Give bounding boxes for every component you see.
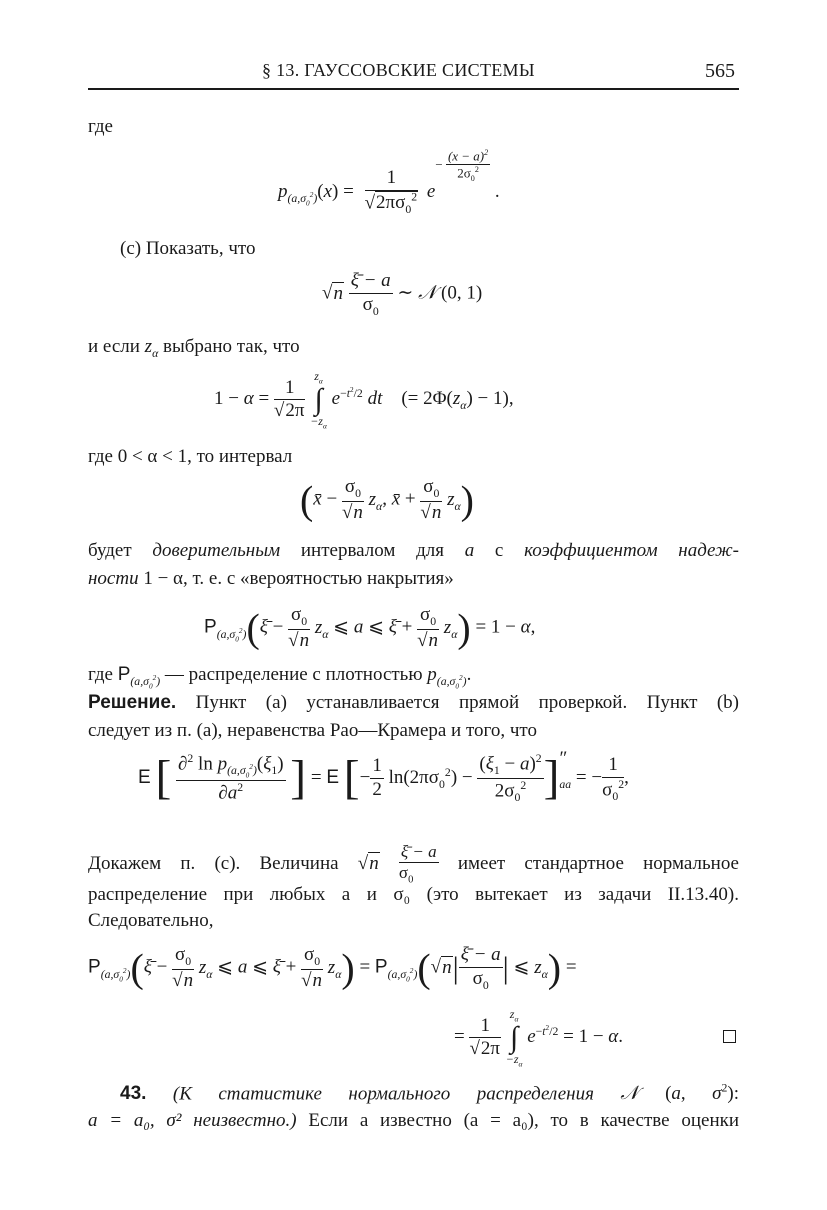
text-proof-c-line-3: Следовательно,	[88, 910, 214, 931]
text-where-alpha: где 0 < α < 1, то интервал	[88, 446, 293, 467]
formula-proof-chain-2: = $\frac{1}{√2\pi}$ $z_\alpha$ ∫ $-z_\alpha$ $e^{-t^2/2} = 1 - \alpha$.	[454, 1007, 624, 1069]
t-coverage: 1 − α, т. е. с «вероятностью накрытия»	[143, 568, 454, 589]
problem-43-c: Если a известно (a = a₀), то в качестве оценки	[308, 1110, 740, 1131]
formula-standardized: √n $\frac{\xī - a}{\sigma_0}$ ∼ 𝒩 (0, 1)	[322, 270, 483, 318]
t-s: с	[494, 540, 504, 561]
t-dokazhem: Докажем п. (c). Величина	[88, 853, 339, 875]
text-confidence-line-1: будет доверительным интервалом для a с коэффициентом надеж-	[88, 540, 739, 561]
text-solution-line-1	[88, 692, 739, 714]
text-proof-c-line-1: Докажем п. (c). Величина √n $\frac{\xī - a}{\sigma_0}$ имеет стандартное нормальное	[88, 842, 739, 886]
text-solution-line-2: следует из п. (a), неравенства Рао—Крамера и того, что	[88, 720, 537, 741]
text-where-1: где	[88, 116, 113, 137]
t-imeet: имеет стандартное нормальное	[457, 853, 739, 875]
solution-text: Пункт (a) устанавливается прямой проверкой. Пункт (b)	[195, 692, 740, 713]
text-problem-43-line-2	[88, 1110, 739, 1132]
text-if-z-alpha-b: выбрано так, что	[163, 336, 300, 357]
problem-43-b: a = a₀, σ² неизвестно.)	[88, 1110, 297, 1131]
formula-coverage-probability: $P_{(a,\sigma_0^2)}(\xī$ − $\frac{\sigma_0}{√n}$ $z_\alpha$ ⩽ a ⩽ ξ̄ + $\frac{\sigma_0}{√n}$ $z_\alpha) = 1 - \alpha$,	[204, 604, 536, 651]
formula-interval: (x̄ − $\frac{\sigma_0}{√n}$ $z_\alpha$, x̄ + $\frac{\sigma_0}{√n}$ $z_\alpha$)	[300, 476, 474, 523]
t-budet: будет	[88, 540, 132, 561]
formula-proof-chain-1: $P_{(a,\sigma_0^2)}(\xī$ − $\frac{\sigma_0}{√n}$ $z_\alpha$ ⩽ a ⩽ ξ̄ + $\frac{\sigma_0}{√n}$ $z_\alpha) = P_{(a,\sigma_0^2)}(√n|$ $\frac{\xī - a}{\sigma_0}$ | ⩽ $z_\alpha$) =	[88, 944, 577, 992]
formula-density: $p_{(a,\sigma_0^2)}(x)$ = $\frac{1}{√2\pi\sigma_0^2}$ e− $\frac{(x - a)^2}{2\sigma_0^2}$ .	[278, 148, 500, 217]
solution-label: Решение.	[88, 692, 177, 713]
running-title: § 13. ГАУССОВСКИЕ СИСТЕМЫ	[262, 60, 535, 80]
problem-43-number: 43.	[120, 1083, 147, 1105]
text-item-c: (c) Показать, что	[120, 238, 256, 259]
text-where-P: где $P_{(a,\sigma_0^2)}$ — распределение с плотностью $p_{(a,\sigma_0^2)}$.	[88, 664, 472, 691]
text-proof-c-line-2: распределение при любых a и σ₀ (это вытекает из задачи II.13.40).	[88, 884, 739, 905]
formula-confidence-level: 1 − α = $\frac{1}{√2\pi}$ $z_\alpha$ ∫ $-z_\alpha$ $e^{-t^2/2}$ dt (= $2\Phi(z_\alpha) - 1$),	[214, 369, 514, 431]
t-koeff: коэффициентом надеж-	[524, 540, 739, 561]
t-nosti: ности	[88, 568, 139, 589]
text-if-z-alpha: и если $z_\alpha$ выбрано так, что	[88, 336, 300, 360]
qed-box	[723, 1030, 736, 1043]
t-intervalom: интервалом для	[300, 540, 445, 561]
text-if-z-alpha-a: и если	[88, 336, 140, 357]
header-rule	[88, 88, 739, 90]
text-problem-43-line-1: 43. (К статистике нормального распределения 𝒩 (a, $\sigma^2$):	[120, 1082, 740, 1105]
text-confidence-line-2	[88, 568, 454, 590]
page-number: 565	[705, 60, 735, 82]
formula-fisher-info: E [ $\frac{\partial^2 \ln p_{(a,\sigma_0^2)}(\xi_1)}{\partial a^2}$ ] = E [− $\frac{1}{2}$ $\ln(2\pi\sigma_0^2)$ − $\frac{(\xi_1 - a)^2}{2\sigma_0^2}$ ]$''_{aa}$ = − $\frac{1}{\sigma_0^2}$ ,	[138, 748, 629, 805]
t-doveritelnym: доверительным	[152, 540, 281, 561]
t-gde: где	[88, 664, 113, 685]
t-raspr: — распределение с плотностью	[164, 664, 423, 685]
problem-43-a: (К статистике нормального распределения	[172, 1083, 594, 1105]
